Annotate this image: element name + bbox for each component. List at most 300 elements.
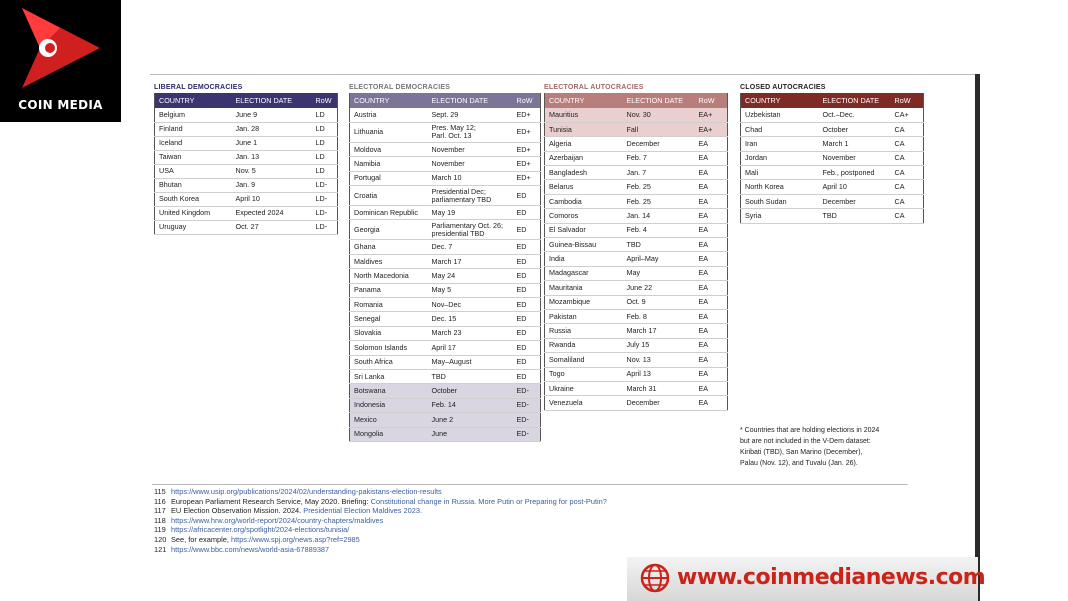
cell-election-date: June 22 <box>623 281 695 295</box>
cell-row: CA+ <box>891 108 924 122</box>
table-row <box>350 355 541 369</box>
cell-election-date: Nov. 13 <box>623 353 695 367</box>
table-row <box>545 252 728 266</box>
cell-election-date: Feb. 4 <box>623 223 695 237</box>
cell-election-date: Jan. 9 <box>232 178 312 192</box>
cell-country: United Kingdom <box>155 206 232 220</box>
cell-country: Maldives <box>350 254 428 268</box>
cell-election-date: June 2 <box>428 413 513 427</box>
cell-election-date: May 5 <box>428 283 513 297</box>
footnotes <box>154 487 607 554</box>
cell-row: EA <box>695 166 728 180</box>
footnote-text: See, for example, <box>171 534 231 544</box>
cell-election-date: March 1 <box>819 137 891 151</box>
column-header-election-date: ELECTION DATE <box>819 93 891 108</box>
footnote <box>154 545 607 555</box>
cell-election-date: November <box>428 142 513 156</box>
cell-row: LD <box>312 150 338 164</box>
cell-election-date: Jan. 13 <box>232 150 312 164</box>
table-row <box>350 427 541 441</box>
cell-country: Uzbekistan <box>741 108 819 122</box>
cell-row: ED+ <box>513 108 541 122</box>
table-row <box>350 384 541 398</box>
cell-country: Senegal <box>350 312 428 326</box>
footnote-text: EU Election Observation Mission. 2024. <box>171 506 304 516</box>
table-row <box>545 223 728 237</box>
cell-country: Georgia <box>350 220 428 240</box>
footnote-link[interactable]: Constitutional change in Russia. More Putin or Preparing for post-Putin? <box>370 496 607 506</box>
cell-country: Madagascar <box>545 266 623 280</box>
cell-row: EA <box>695 338 728 352</box>
cell-election-date: Feb. 25 <box>623 194 695 208</box>
table-row <box>545 108 728 122</box>
cell-election-date: Jan. 7 <box>623 166 695 180</box>
column-header-country: COUNTRY <box>741 93 819 108</box>
cell-election-date: Nov–Dec <box>428 298 513 312</box>
table-row <box>155 108 338 122</box>
cell-country: Indonesia <box>350 398 428 412</box>
cell-election-date: Pres. May 12; Parl. Oct. 13 <box>428 122 513 142</box>
column-header-row: RoW <box>695 93 728 108</box>
table-row <box>350 312 541 326</box>
table-row <box>350 240 541 254</box>
cell-country: Venezuela <box>545 396 623 410</box>
cell-election-date: Feb. 7 <box>623 151 695 165</box>
footnote <box>154 535 607 545</box>
cell-election-date: Feb. 8 <box>623 309 695 323</box>
cell-country: Pakistan <box>545 309 623 323</box>
cell-country: Romania <box>350 298 428 312</box>
closed-autocracies-section <box>740 82 924 224</box>
table-row <box>350 326 541 340</box>
cell-election-date: June 1 <box>232 136 312 150</box>
footnote-link[interactable]: https://africacenter.org/spotlight/2024-elections/tunisia/ <box>171 525 350 535</box>
table-row <box>545 381 728 395</box>
cell-country: North Macedonia <box>350 269 428 283</box>
cell-row: ED <box>513 269 541 283</box>
cell-row: CA <box>891 137 924 151</box>
cell-row: ED <box>513 220 541 240</box>
note-line: * Countries that are holding elections in 2024 <box>740 427 880 434</box>
cell-row: EA <box>695 252 728 266</box>
cell-row: ED <box>513 240 541 254</box>
table-row <box>350 398 541 412</box>
table-row <box>545 166 728 180</box>
cell-election-date: Sept. 29 <box>428 108 513 122</box>
table-row <box>545 180 728 194</box>
cell-country: North Korea <box>741 180 819 194</box>
cell-row: CA <box>891 122 924 136</box>
table-row <box>155 178 338 192</box>
cell-country: USA <box>155 164 232 178</box>
footnote <box>154 516 607 526</box>
cell-row: ED <box>513 355 541 369</box>
table-row <box>350 369 541 383</box>
column-header-country: COUNTRY <box>350 93 428 108</box>
cell-country: Cambodia <box>545 194 623 208</box>
cell-election-date: Parliamentary Oct. 26; presidential TBD <box>428 220 513 240</box>
cell-row: ED- <box>513 384 541 398</box>
footnote <box>154 497 607 507</box>
table-body <box>545 108 728 410</box>
table-body <box>350 108 541 441</box>
table-row <box>350 220 541 240</box>
cell-row: LD- <box>312 192 338 206</box>
footnote-number: 116 <box>154 496 166 506</box>
table-row <box>545 281 728 295</box>
table-row <box>545 338 728 352</box>
table-row <box>545 194 728 208</box>
cell-country: Chad <box>741 122 819 136</box>
electoral-autocracies-table <box>544 93 728 411</box>
table-row <box>350 298 541 312</box>
column-header-row: RoW <box>891 93 924 108</box>
table-row <box>545 238 728 252</box>
table-row <box>741 151 924 165</box>
cell-country: Mali <box>741 166 819 180</box>
footnote-number: 120 <box>154 534 167 544</box>
table-row <box>545 367 728 381</box>
cell-row: CA <box>891 166 924 180</box>
footnote-number: 115 <box>154 487 166 496</box>
cell-row: EA <box>695 223 728 237</box>
cell-election-date: May 24 <box>428 269 513 283</box>
cell-row: EA <box>695 137 728 151</box>
cell-election-date: March 23 <box>428 326 513 340</box>
liberal-democracies-section <box>154 82 338 235</box>
cell-row: EA <box>695 324 728 338</box>
cell-country: Belgium <box>155 108 232 122</box>
cell-country: Iran <box>741 137 819 151</box>
cell-row: ED <box>513 326 541 340</box>
cell-country: South Africa <box>350 355 428 369</box>
cell-election-date: Jan. 14 <box>623 209 695 223</box>
cell-country: Bhutan <box>155 178 232 192</box>
column-header-country: COUNTRY <box>155 93 232 108</box>
footnote-link[interactable]: Presidential Election Maldives 2023. <box>303 506 423 516</box>
section-title: ELECTORAL DEMOCRACIES <box>349 84 451 91</box>
table-row <box>741 166 924 180</box>
footnote-link[interactable]: https://www.bbc.com/news/world-asia-67889387 <box>171 544 330 554</box>
cell-row: LD <box>312 108 338 122</box>
cell-country: Iceland <box>155 136 232 150</box>
column-header-election-date: ELECTION DATE <box>232 93 312 108</box>
cell-row: ED <box>513 186 541 206</box>
cell-country: Bangladesh <box>545 166 623 180</box>
cell-country: Algeria <box>545 137 623 151</box>
cell-election-date: April 13 <box>623 367 695 381</box>
cell-country: Solomon Islands <box>350 341 428 355</box>
cell-election-date: November <box>819 151 891 165</box>
cell-election-date: June <box>428 427 513 441</box>
footnote <box>154 525 607 535</box>
cell-row: ED <box>513 341 541 355</box>
cell-country: Ukraine <box>545 381 623 395</box>
column-header-country: COUNTRY <box>545 93 623 108</box>
cell-country: Sri Lanka <box>350 369 428 383</box>
cell-election-date: November <box>428 157 513 171</box>
cell-election-date: March 17 <box>623 324 695 338</box>
cell-row: ED+ <box>513 142 541 156</box>
cell-country: Ghana <box>350 240 428 254</box>
section-title: LIBERAL DEMOCRACIES <box>154 84 243 91</box>
table-row <box>545 324 728 338</box>
cell-country: Uruguay <box>155 220 232 234</box>
cell-election-date: December <box>819 194 891 208</box>
cell-row: ED- <box>513 413 541 427</box>
cell-row: ED <box>513 283 541 297</box>
cell-election-date: Feb. 25 <box>623 180 695 194</box>
cell-country: Togo <box>545 367 623 381</box>
cell-country: Panama <box>350 283 428 297</box>
table-row <box>155 220 338 234</box>
table-row <box>741 137 924 151</box>
cell-election-date: March 17 <box>428 254 513 268</box>
table-row <box>741 122 924 136</box>
coin-media-emblem-icon <box>0 0 121 96</box>
cell-country: Mauritius <box>545 108 623 122</box>
cell-row: ED- <box>513 398 541 412</box>
cell-row: EA <box>695 151 728 165</box>
page-edge-bar <box>975 74 980 601</box>
table-row <box>155 192 338 206</box>
cell-country: Botswana <box>350 384 428 398</box>
cell-row: ED+ <box>513 157 541 171</box>
cell-country: Rwanda <box>545 338 623 352</box>
note-line: Palau (Nov. 12), and Tuvalu (Jan. 26). <box>740 460 858 467</box>
cell-country: Jordan <box>741 151 819 165</box>
footnote-number: 118 <box>154 515 166 525</box>
footnote-number: 117 <box>154 506 166 516</box>
cell-row: EA <box>695 353 728 367</box>
cell-country: Taiwan <box>155 150 232 164</box>
table-row <box>545 137 728 151</box>
cell-election-date: Oct. 27 <box>232 220 312 234</box>
table-row <box>545 209 728 223</box>
liberal-democracies-table <box>154 93 338 235</box>
cell-row: EA <box>695 367 728 381</box>
table-row <box>545 122 728 136</box>
cell-row: LD <box>312 122 338 136</box>
cell-election-date: October <box>819 122 891 136</box>
cell-election-date: Jan. 28 <box>232 122 312 136</box>
cell-row: LD- <box>312 206 338 220</box>
cell-election-date: December <box>623 396 695 410</box>
cell-election-date: May–August <box>428 355 513 369</box>
cell-country: Slovakia <box>350 326 428 340</box>
cell-row: ED <box>513 298 541 312</box>
table-row <box>155 206 338 220</box>
cell-country: Croatia <box>350 186 428 206</box>
note-line: Kiribati (TBD), San Marino (December), <box>740 449 863 456</box>
cell-row: ED <box>513 312 541 326</box>
cell-row: CA <box>891 180 924 194</box>
column-header-row: RoW <box>312 93 338 108</box>
cell-election-date: TBD <box>623 238 695 252</box>
table-row <box>350 186 541 206</box>
cell-country: Moldova <box>350 142 428 156</box>
closed-autocracies-table <box>740 93 924 224</box>
cell-election-date: April–May <box>623 252 695 266</box>
cell-row: CA <box>891 151 924 165</box>
column-header-row: RoW <box>513 93 541 108</box>
cell-country: Dominican Republic <box>350 206 428 220</box>
cell-country: South Sudan <box>741 194 819 208</box>
section-title: CLOSED AUTOCRACIES <box>740 84 826 91</box>
cell-row: EA <box>695 180 728 194</box>
cell-election-date: Nov. 30 <box>623 108 695 122</box>
cell-country: Namibia <box>350 157 428 171</box>
note-line: but are not included in the V-Dem dataset: <box>740 438 871 445</box>
table-row <box>741 194 924 208</box>
footnote-text: European Parliament Research Service, May 2020. Briefing: <box>171 496 371 506</box>
dataset-note <box>740 425 920 469</box>
cell-country: Mauritania <box>545 281 623 295</box>
table-row <box>545 295 728 309</box>
cell-row: EA <box>695 281 728 295</box>
cell-row: EA <box>695 309 728 323</box>
table-body <box>741 108 924 223</box>
cell-country: Finland <box>155 122 232 136</box>
cell-election-date: Feb., postponed <box>819 166 891 180</box>
footnote-link[interactable]: https://www.usip.org/publications/2024/02/understanding-pakistans-election-results <box>171 487 442 496</box>
cell-row: EA <box>695 396 728 410</box>
table-row <box>155 136 338 150</box>
cell-election-date: March 31 <box>623 381 695 395</box>
cell-country: Somaliland <box>545 353 623 367</box>
website-banner <box>627 557 986 601</box>
cell-election-date: Fall <box>623 122 695 136</box>
cell-election-date: Dec. 15 <box>428 312 513 326</box>
cell-row: ED <box>513 206 541 220</box>
cell-row: LD- <box>312 178 338 192</box>
cell-row: EA <box>695 238 728 252</box>
table-row <box>350 171 541 185</box>
cell-row: EA <box>695 295 728 309</box>
electoral-autocracies-section <box>544 82 728 411</box>
cell-row: EA <box>695 209 728 223</box>
cell-country: Austria <box>350 108 428 122</box>
table-row <box>741 108 924 122</box>
cell-row: EA <box>695 194 728 208</box>
table-row <box>350 142 541 156</box>
cell-row: LD <box>312 136 338 150</box>
footnote <box>154 506 607 516</box>
cell-election-date: Presidential Dec; parliamentary TBD <box>428 186 513 206</box>
cell-row: LD- <box>312 220 338 234</box>
cell-election-date: Expected 2024 <box>232 206 312 220</box>
table-row <box>545 353 728 367</box>
cell-country: Guinea-Bissau <box>545 238 623 252</box>
cell-country: Syria <box>741 209 819 223</box>
cell-country: Belarus <box>545 180 623 194</box>
table-row <box>741 180 924 194</box>
cell-country: Portugal <box>350 171 428 185</box>
cell-row: ED <box>513 369 541 383</box>
cell-row: ED- <box>513 427 541 441</box>
cell-election-date: July 15 <box>623 338 695 352</box>
cell-country: El Salvador <box>545 223 623 237</box>
column-header-election-date: ELECTION DATE <box>623 93 695 108</box>
cell-row: CA <box>891 194 924 208</box>
cell-election-date: Oct.–Dec. <box>819 108 891 122</box>
table-row <box>741 209 924 223</box>
table-row <box>545 151 728 165</box>
cell-row: EA+ <box>695 108 728 122</box>
cell-row: ED+ <box>513 122 541 142</box>
table-body <box>155 108 338 234</box>
table-row <box>155 122 338 136</box>
table-row <box>350 341 541 355</box>
page-top-rule <box>150 74 978 75</box>
cell-country: Mongolia <box>350 427 428 441</box>
cell-row: EA+ <box>695 122 728 136</box>
coin-media-logo <box>0 0 121 122</box>
table-row <box>350 206 541 220</box>
cell-country: South Korea <box>155 192 232 206</box>
footnote-number: 119 <box>154 525 166 535</box>
section-title: ELECTORAL AUTOCRACIES <box>544 84 644 91</box>
cell-election-date: April 10 <box>819 180 891 194</box>
cell-country: Lithuania <box>350 122 428 142</box>
electoral-democracies-section <box>349 82 541 442</box>
cell-country: India <box>545 252 623 266</box>
table-row <box>350 254 541 268</box>
footnote-rule <box>152 484 908 485</box>
electoral-democracies-table <box>349 93 541 442</box>
cell-country: Azerbaijan <box>545 151 623 165</box>
cell-country: Mexico <box>350 413 428 427</box>
cell-election-date: TBD <box>428 369 513 383</box>
table-row <box>155 150 338 164</box>
cell-country: Comoros <box>545 209 623 223</box>
footnote-link[interactable]: https://www.spj.org/news.asp?ref=2985 <box>230 534 360 544</box>
cell-election-date: June 9 <box>232 108 312 122</box>
table-row <box>350 269 541 283</box>
cell-row: EA <box>695 266 728 280</box>
banner-url: www.coinmedianews.com <box>677 565 986 590</box>
cell-row: LD <box>312 164 338 178</box>
cell-row: EA <box>695 381 728 395</box>
cell-election-date: December <box>623 137 695 151</box>
cell-election-date: April 17 <box>428 341 513 355</box>
table-row <box>155 164 338 178</box>
cell-election-date: March 10 <box>428 171 513 185</box>
cell-row: ED+ <box>513 171 541 185</box>
table-row <box>545 309 728 323</box>
footnote-number: 121 <box>154 544 167 554</box>
column-header-election-date: ELECTION DATE <box>428 93 513 108</box>
globe-icon <box>639 562 671 594</box>
logo-text: COIN MEDIA <box>18 98 103 112</box>
cell-election-date: Nov. 5 <box>232 164 312 178</box>
cell-election-date: April 10 <box>232 192 312 206</box>
cell-election-date: Feb. 14 <box>428 398 513 412</box>
footnote-link[interactable]: https://www.hrw.org/world-report/2024/country-chapters/maldives <box>171 515 384 525</box>
table-row <box>350 108 541 122</box>
cell-row: ED <box>513 254 541 268</box>
table-row <box>350 413 541 427</box>
cell-election-date: Oct. 9 <box>623 295 695 309</box>
table-row <box>350 283 541 297</box>
cell-country: Tunisia <box>545 122 623 136</box>
footnote <box>154 487 607 497</box>
cell-election-date: May 19 <box>428 206 513 220</box>
cell-election-date: Dec. 7 <box>428 240 513 254</box>
cell-row: CA <box>891 209 924 223</box>
cell-country: Russia <box>545 324 623 338</box>
table-row <box>545 266 728 280</box>
